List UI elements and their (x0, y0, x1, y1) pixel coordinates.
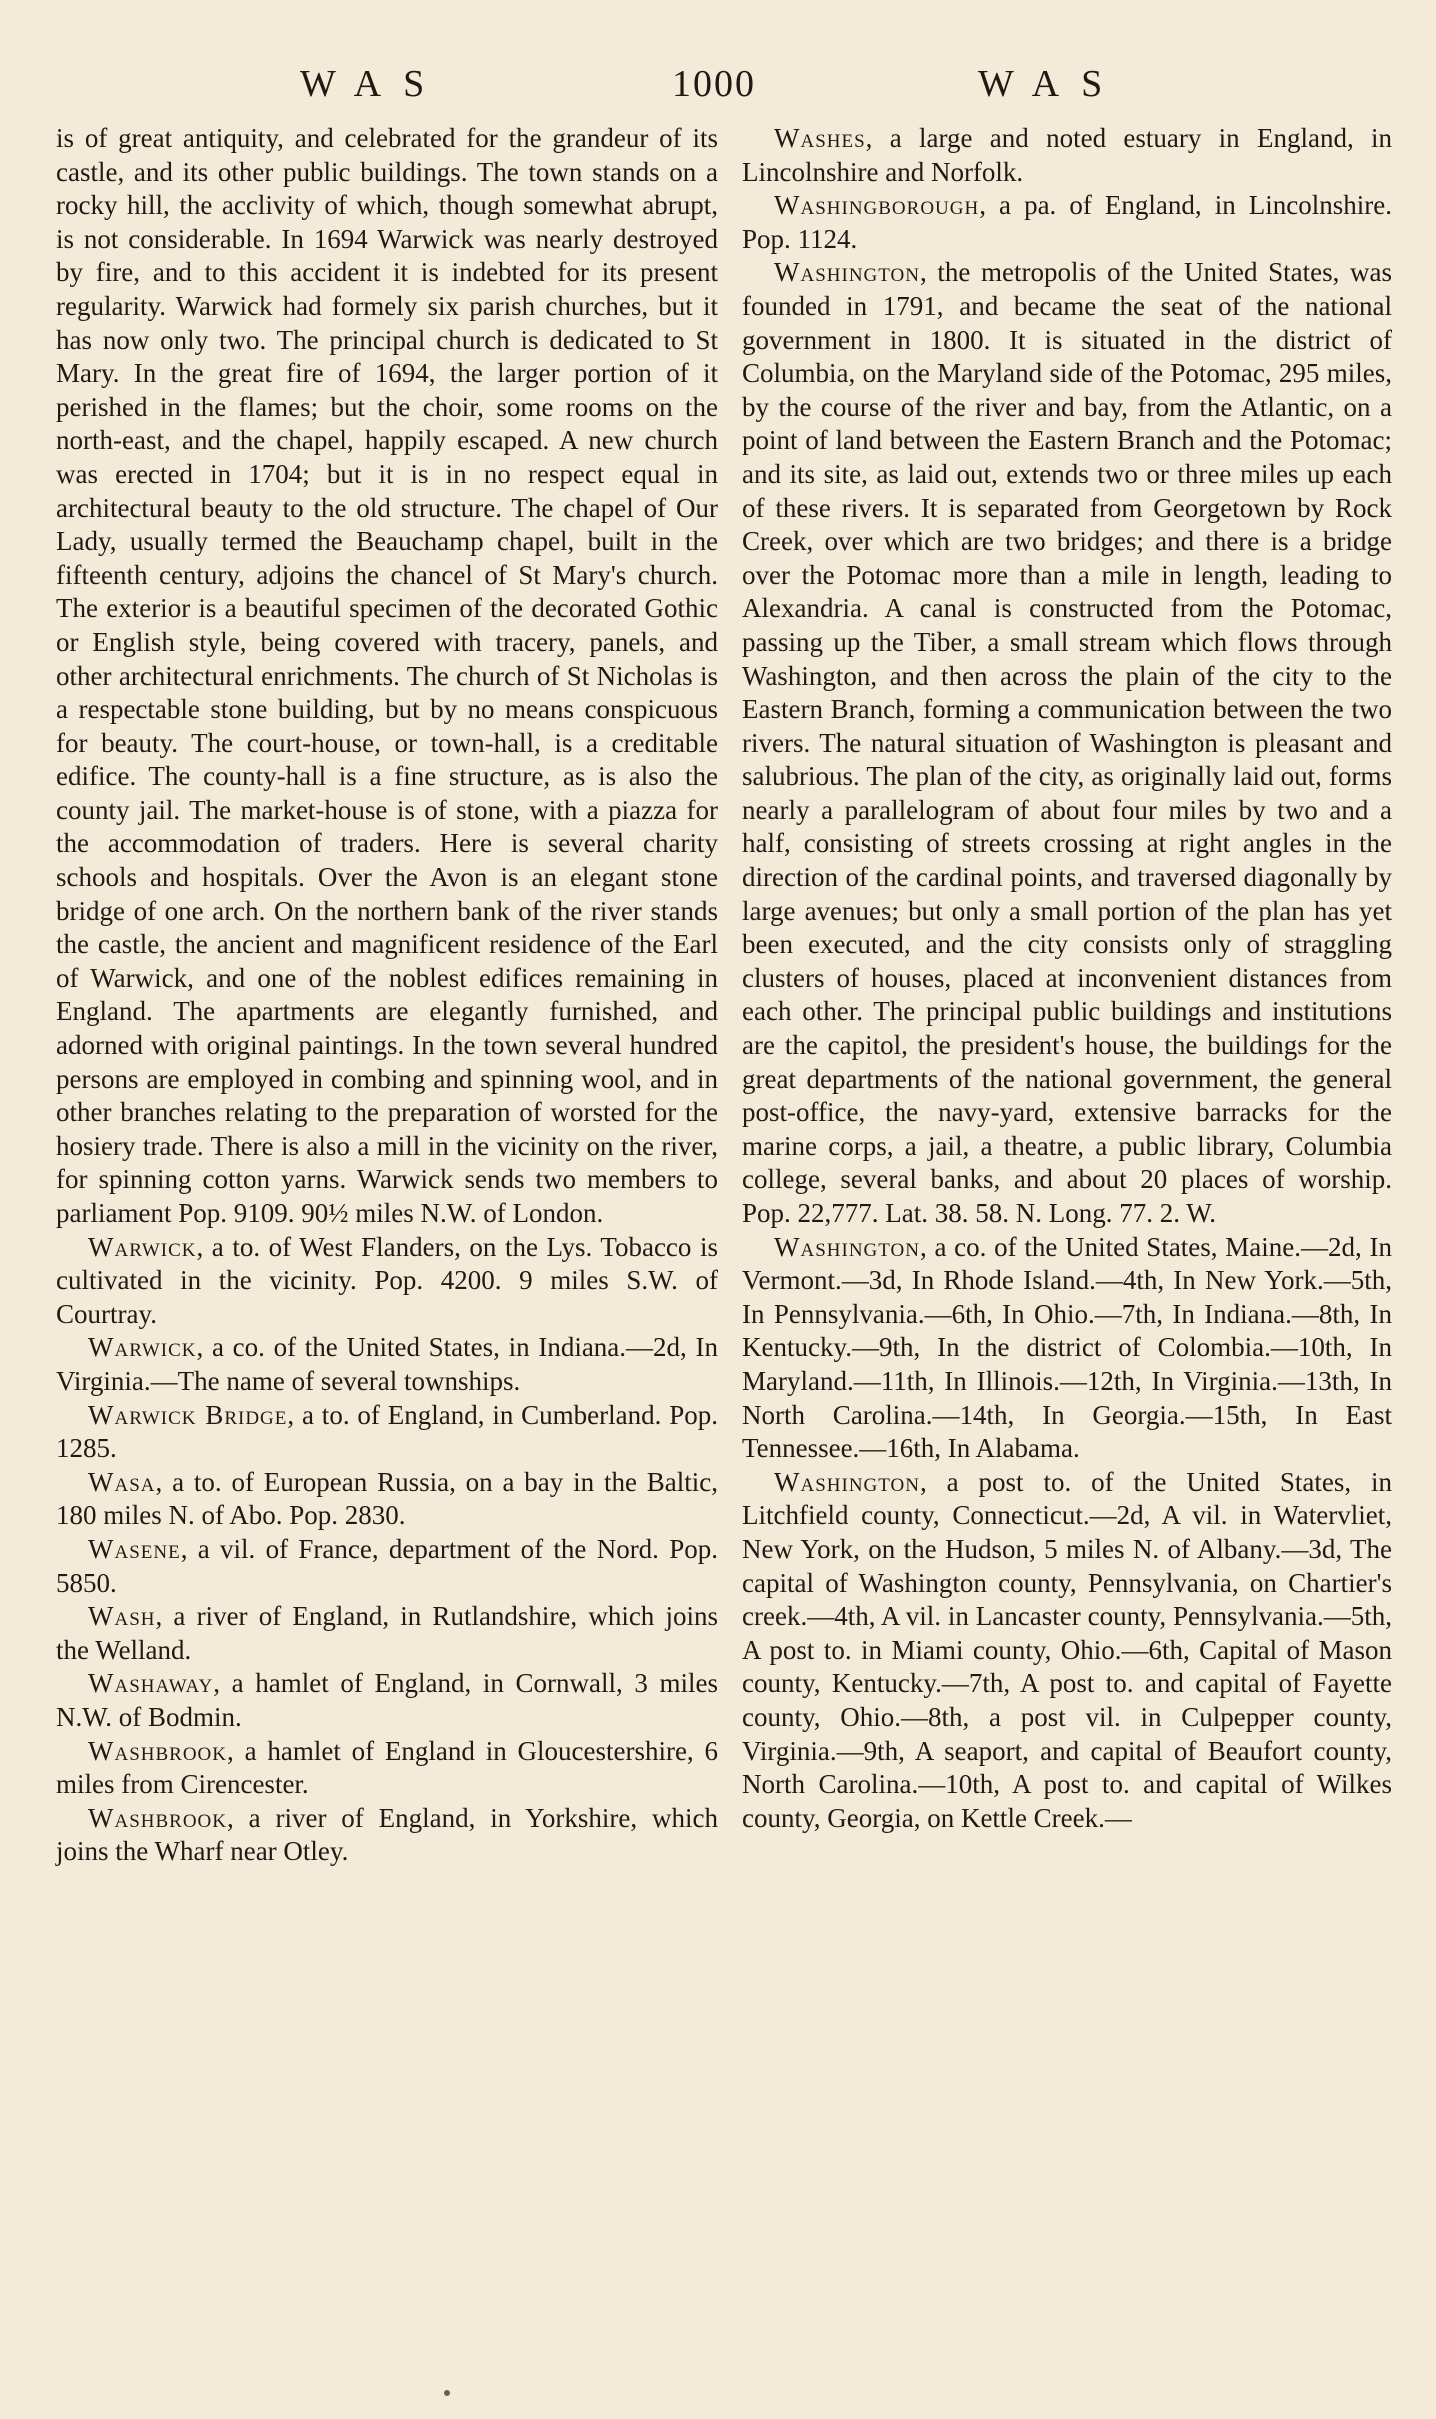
entry-text: , a hamlet of England, in Cornwall, 3 miles N.W. of Bodmin. (56, 1668, 718, 1732)
entry (56, 1533, 718, 1600)
continuation-paragraph: is of great antiquity, and celebrated for the grandeur of its castle, and its other public buildings. The town stands on a rocky hill, the acclivity of which, though somewhat abrupt, is not considerable. In 1694 Warwick was nearly destroyed by fire, and to this accident it is indebted for its present regularity. Warwick had formely six parish churches, but it has now only two. The principal church is dedicated to St Mary. In the great fire of 1694, the larger portion of it perished in the flames; but the choir, some rooms on the north-east, and the chapel, happily escaped. A new church was erected in 1704; but it is in no respect equal in architectural beauty to the old structure. The chapel of Our Lady, usually termed the Beauchamp chapel, built in the fifteenth century, adjoins the chancel of St Mary's church. The exterior is a beautiful specimen of the decorated Gothic or English style, being covered with tracery, panels, and other architectural enrichments. The church of St Nicholas is a respectable stone building, but by no means conspicuous for beauty. The court-house, or town-hall, is a creditable edifice. The county-hall is a fine structure, as is also the county jail. The market-house is of stone, with a piazza for the accommodation of traders. Here is several charity schools and hospitals. Over the Avon is an elegant stone bridge of one arch. On the northern bank of the river stands the castle, the ancient and magnificent residence of the Earl of Warwick, and one of the noblest edifices remaining in England. The apartments are elegantly furnished, and adorned with original paintings. In the town several hundred persons are employed in combing and spinning wool, and in other branches relating to the preparation of worsted for the hosiery trade. There is also a mill in the vicinity on the river, for spinning cotton yarns. Warwick sends two members to parliament Pop. 9109. 90½ miles N.W. of London. (56, 123, 718, 1228)
entry-headword: Washingborough (774, 190, 980, 221)
entry (56, 1331, 718, 1398)
entry-text: , a vil. of France, department of the Nord. Pop. 5850. (56, 1533, 718, 1598)
entry-text: , a river of England, in Rutlandshire, which joins the Welland. (56, 1601, 718, 1665)
entry (56, 1399, 718, 1466)
entry-text: , a co. of the United States, Maine.—2d, In Vermont.—3d, In Rhode Island.—4th, In New York.—5th, In Pennsylvania.—6th, In Ohio.—7th, In Indiana.—8th, In Kentucky.—9th, In the district of Colombia.—10th, In Maryland.—11th, In Illinois.—12th, In Virginia.—13th, In North Carolina.—14th, In Georgia.—15th, In East Tennessee.—16th, In Alabama. (742, 1231, 1392, 1464)
entry (56, 1802, 718, 1869)
entry-headword: Wash (88, 1601, 156, 1632)
left-column (56, 122, 718, 1869)
header-right-guide-word: WAS (978, 63, 1125, 105)
entry-text: , a to. of European Russia, on a bay in the Baltic, 180 miles N. of Abo. Pop. 2830. (56, 1466, 718, 1531)
entry (742, 256, 1392, 1230)
entry (56, 1735, 718, 1802)
entry-headword: Washington (774, 257, 920, 288)
entry-headword: Wasa (88, 1466, 156, 1497)
page-number: 1000 (672, 63, 756, 105)
entry (742, 1466, 1392, 1836)
running-header (0, 62, 1436, 112)
entry-headword: Washington (774, 1466, 920, 1497)
entry (742, 189, 1392, 256)
entry (56, 1667, 718, 1734)
entry-text: , a post to. of the United States, in Litchfield county, Connecticut.—2d, A vil. in Watervliet, New York, on the Hudson, 5 miles N. of Albany.—3d, The capital of Washington county, Pennsylvania, on Chartier's creek.—4th, A vil. in Lancaster county, Pennsylvania.—5th, A post to. in Miami county, Ohio.—6th, Capital of Mason county, Kentucky.—7th, A post to. and capital of Fayette county, Ohio.—8th, a post vil. in Culpepper county, Virginia.—9th, A seaport, and capital of Beaufort county, North Carolina.—10th, A post to. and capital of Wilkes county, Georgia, on Kettle Creek.— (742, 1466, 1392, 1833)
entry-headword: Washbrook (88, 1735, 228, 1766)
entry (56, 1600, 718, 1667)
entry-headword: Washaway (88, 1668, 214, 1699)
entry (742, 122, 1392, 189)
entry-text: , a river of England, in Yorkshire, which joins the Wharf near Otley. (56, 1802, 718, 1867)
entry-text: , a to. of West Flanders, on the Lys. Tobacco is cultivated in the vicinity. Pop. 4200. 9 miles S.W. of Courtray. (56, 1231, 718, 1329)
entry-text: , a co. of the United States, in Indiana.—2d, In Virginia.—The name of several townships. (56, 1332, 718, 1396)
entry (56, 1466, 718, 1533)
entry-headword: Washington (774, 1231, 920, 1262)
right-column (742, 122, 1392, 1835)
entry-text: , a to. of England, in Cumberland. Pop. 1285. (56, 1399, 718, 1464)
entry-text: , a hamlet of England in Gloucestershire, 6 miles from Cirencester. (56, 1735, 718, 1800)
entry-headword: Washbrook (88, 1802, 228, 1833)
entry-headword: Warwick (88, 1332, 197, 1363)
entry (56, 1231, 718, 1332)
entry-headword: Warwick Bridge (88, 1399, 288, 1430)
entry-text: , a large and noted estuary in England, in Lincolnshire and Norfolk. (742, 123, 1392, 187)
entry-text: , a pa. of England, in Lincolnshire. Pop. 1124. (742, 190, 1392, 254)
print-speck (444, 2390, 450, 2396)
entry-headword: Washes (774, 123, 866, 153)
entry-headword: Wasene (88, 1533, 181, 1564)
entry-text: , the metropolis of the United States, was founded in 1791, and became the seat of the national government in 1800. It is situated in the district of Columbia, on the Maryland side of the Potomac, 295 miles, by the course of the river and bay, from the Atlantic, on a point of land between the Eastern Branch and the Potomac; and its site, as laid out, extends two or three miles up each of these rivers. It is separated from Georgetown by Rock Creek, over which are two bridges; and there is a bridge over the Potomac more than a mile in length, leading to Alexandria. A canal is constructed from the Potomac, passing up the Tiber, a small stream which flows through Washington, and then across the plain of the city to the Eastern Branch, forming a communication between the two rivers. The natural situation of Washington is pleasant and salubrious. The plan of the city, as originally laid out, forms nearly a parallelogram of about four miles by two and a half, consisting of streets crossing at right angles in the direction of the cardinal points, and traversed diagonally by large avenues; but only a small portion of the plan has yet been executed, and the city consists only of straggling clusters of houses, placed at inconvenient distances from each other. The principal public buildings and institutions are the capitol, the president's house, the buildings for the great departments of the national government, the general post-office, the navy-yard, extensive barracks for the marine corps, a jail, a theatre, a public library, Columbia college, several banks, and about 20 places of worship. Pop. 22,777. Lat. 38. 58. N. Long. 77. 2. W. (742, 257, 1392, 1228)
entry-headword: Warwick (88, 1231, 197, 1262)
header-left-guide-word: WAS (300, 63, 447, 105)
entry (742, 1231, 1392, 1466)
